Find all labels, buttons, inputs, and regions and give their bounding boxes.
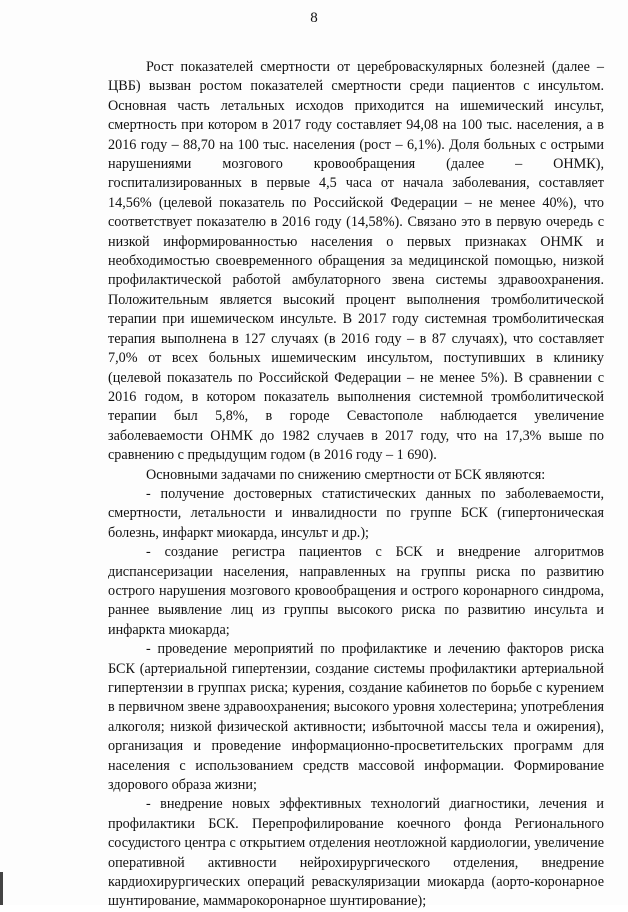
paragraph-cvd-mortality: Рост показателей смертности от цереброваскулярных болезней (далее – ЦВБ) вызван ростом показателей смертности среди пациентов с инсультом. Основная часть летальных исходов приходится на ишемический инсульт, смертность при котором в 2017 году составляет 94,08 на 100 тыс. населения, а в 2016 году – 88,70 на 100 тыс. населения (рост – 6,1%). Доля больных с острыми нарушениями мозгового кровообращения (далее – ОНМК), госпитализированных в первые 4,5 часа от начала заболевания, составляет 14,56% (целевой показатель по Российской Федерации – не менее 40%), что соответствует показателю в 2016 году (14,58%). Связано это в первую очередь с низкой информированностью населения о первых признаках ОНМК и необходимостью своевременного обращения за медицинской помощью, низкой профилактической работой амбулаторного звена системы здравоохранения. Положительным является высокий процент выполнения тромболитической терапии при ишемическом инсульте. В 2017 году системная тромболитическая терапия выполнена в 127 случаях (в 2016 году – в 87 случаях), что составляет 7,0% от всех больных ишемическим инсультом, поступивших в клинику (целевой показатель по Российской Федерации – не менее 5%). В сравнении с 2016 годом, в котором показатель выполнения системной тромболитической терапии был 5,8%, в городе Севастополе наблюдается увеличение заболеваемости ОНМК до 1982 случаев в 2017 году, что на 17,3% выше по сравнению с предыдущим годом (в 2016 году – 1 690).: [108, 59, 604, 464]
document-body: [108, 58, 604, 912]
paragraph-tasks-intro: Основными задачами по снижению смертности от БСК являются:: [146, 466, 546, 483]
list-item-technologies: - внедрение новых эффективных технологий диагностики, лечения и профилактики БСК. Перепрофилирование коечного фонда Регионального сосудистого центра с открытием отделения неотложной кардиологии, увеличение оперативной активности нейрохирургического отделения, внедрение кардиохирургических операций реваскуляризации миокарда (аорто-коронарное шунтирование, маммарокоронарное шунтирование);: [108, 796, 604, 910]
list-item-risk-factors: - проведение мероприятий по профилактике и лечению факторов риска БСК (артериальной гипертензии, создание системы профилактики артериальной гипертензии в группах риска; курения, создание кабинетов по борьбе с курением в первичном звене здравоохранения; высокого уровня холестерина; употребления алкоголя; низкой физической активности; избыточной массы тела и ожирения), организация и проведение информационно-просветительских программ для населения с использованием средств массовой информации. Формирование здорового образа жизни;: [108, 641, 604, 794]
page-number: 8: [310, 10, 318, 26]
list-item-registry: - создание регистра пациентов с БСК и внедрение алгоритмов диспансеризации населения, направленных на группы риска по развитию острого нарушения мозгового кровообращения и острого коронарного синдрома, раннее выявление лиц из группы высокого риска по развитию инсульта и инфаркта миокарда;: [108, 544, 604, 638]
list-item-statistics: - получение достоверных статистических данных по заболеваемости, смертности, летальности и инвалидности по группе БСК (гипертоническая болезнь, инфаркт миокарда, инсульт и др.);: [108, 485, 604, 541]
scan-edge-mark: [0, 872, 3, 905]
